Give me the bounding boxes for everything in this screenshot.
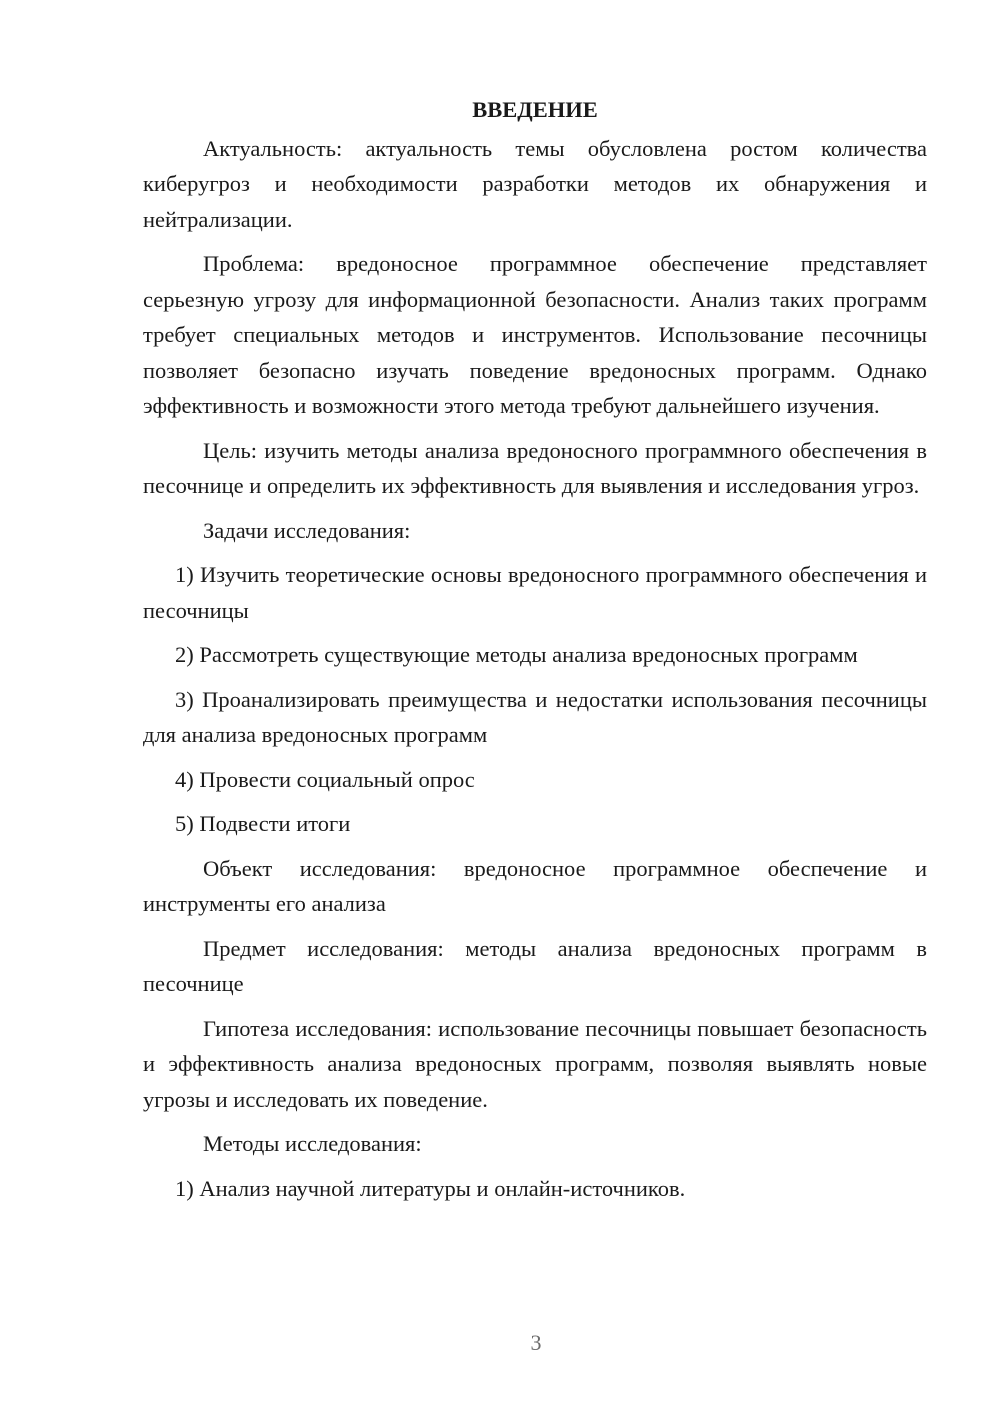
method-item-1: 1) Анализ научной литературы и онлайн-источников. (175, 1175, 686, 1201)
paragraph-hypothesis: Гипотеза исследования: использование песочницы повышает безопасность и эффективность анализа вредоносных программ, позволяя выявлять новые угрозы и исследовать их поведение. (143, 1015, 927, 1112)
task-item-5: 5) Подвести итоги (175, 811, 351, 836)
task-item-1: 1) Изучить теоретические основы вредоносного программного обеспечения и песочницы (143, 562, 927, 623)
paragraph-relevance: Актуальность: актуальность темы обусловлена ростом количества киберугроз и необходимости разработки методов их обнаружения и нейтрализации. (143, 135, 927, 232)
paragraph-tasks-title: Задачи исследования: (203, 517, 411, 543)
section-heading: ВВЕДЕНИЕ (472, 97, 598, 122)
paragraph-goal: Цель: изучить методы анализа вредоносного программного обеспечения в песочнице и определить их эффективность для выявления и исследования угроз. (143, 437, 927, 498)
paragraph-problem: Проблема: вредоносное программное обеспечение представляет серьезную угрозу для информационной безопасности. Анализ таких программ требует специальных методов и инструментов. Использование песочницы позволяет безопасно изучать поведение вредоносных программ. Однако эффективность и возможности этого метода требуют дальнейшего изучения. (143, 251, 927, 418)
task-item-4: 4) Провести социальный опрос (175, 766, 475, 792)
task-item-2: 2) Рассмотреть существующие методы анализа вредоносных программ (175, 642, 858, 667)
task-item-3: 3) Проанализировать преимущества и недостатки использования песочницы для анализа вредоносных программ (143, 686, 927, 747)
paragraph-object: Объект исследования: вредоносное программное обеспечение и инструменты его анализа (143, 855, 927, 916)
paragraph-methods-title: Методы исследования: (203, 1131, 422, 1156)
page-number: 3 (530, 1330, 542, 1355)
paragraph-subject: Предмет исследования: методы анализа вредоносных программ в песочнице (143, 935, 927, 996)
page-content (143, 92, 927, 1215)
